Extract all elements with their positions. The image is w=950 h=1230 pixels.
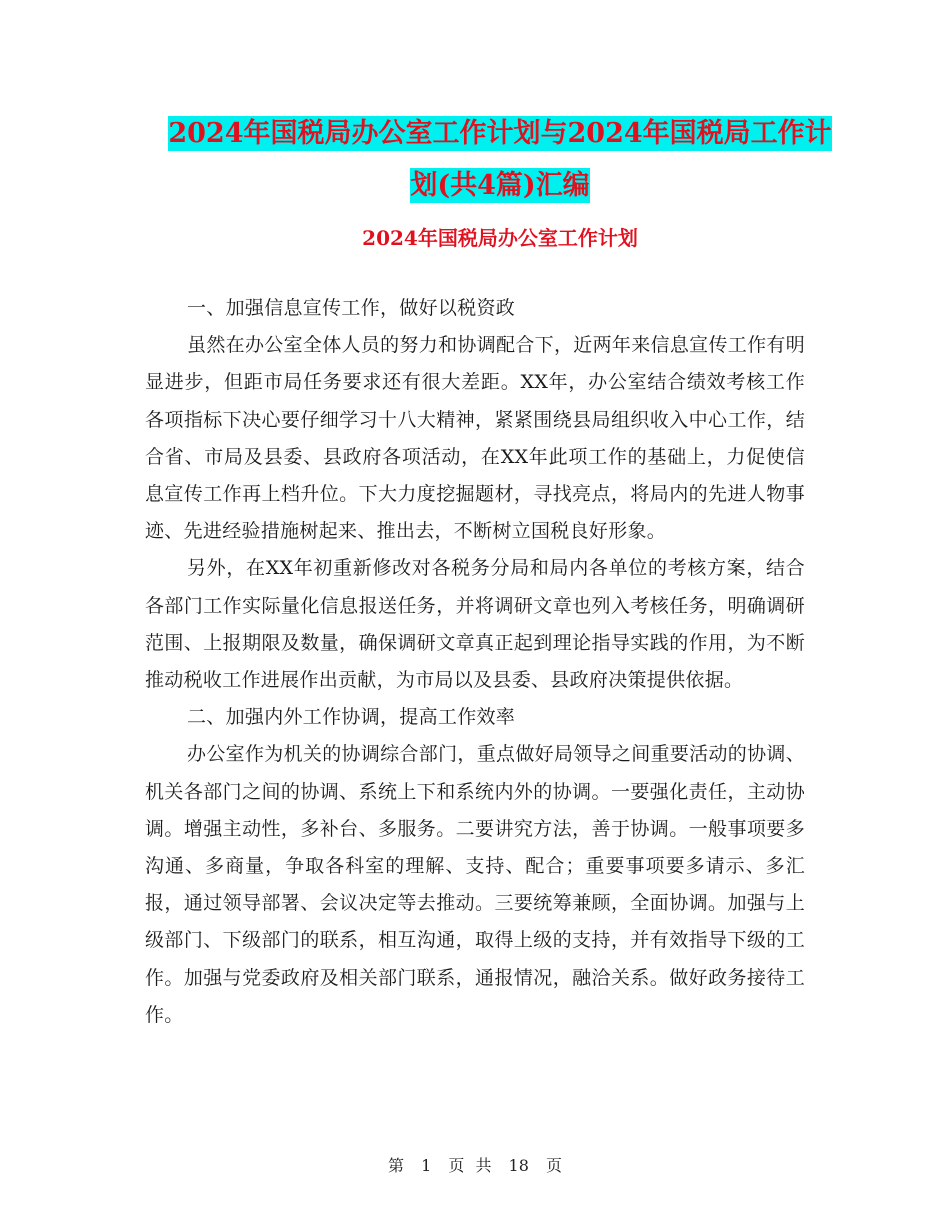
document-title-line-1: 2024年国税局办公室工作计划与2024年国税局工作计 bbox=[168, 118, 832, 149]
section-title: 2024年国税局办公室工作计划 bbox=[362, 226, 638, 250]
footer-suffix: 页 bbox=[546, 1156, 563, 1175]
footer-middle: 页 共 bbox=[448, 1156, 492, 1175]
paragraph-3: 办公室作为机关的协调综合部门，重点做好局领导之间重要活动的协调、机关各部门之间的协调、系统上下和系统内外的协调。一要强化责任，主动协调。增强主动性，多补台、多服务。二要讲究方法，善于协调。一般事项要多沟通、多商量，争取各科室的理解、支持、配合；重要事项要多请示、多汇报，通过领导部署、会议决定等去推动。三要统筹兼顾，全面协调。加强与上级部门、下级部门的联系，相互沟通，取得上级的支持，并有效指导下级的工作。加强与党委政府及相关部门联系，通报情况，融洽关系。做好政务接待工作。 bbox=[145, 743, 805, 1026]
heading-two: 二、加强内外工作协调，提高工作效率 bbox=[187, 706, 516, 729]
paragraph-2: 另外，在XX年初重新修改对各税务分局和局内各单位的考核方案，结合各部门工作实际量化信息报送任务，并将调研文章也列入考核任务，明确调研范围、上报期限及数量，确保调研文章真正起到理论指导实践的作用，为不断推动税收工作进展作出贡献，为市局以及县委、县政府决策提供依据。 bbox=[145, 557, 805, 692]
page-footer bbox=[0, 1153, 950, 1176]
document-title-line-2: 划(共4篇)汇编 bbox=[410, 170, 590, 201]
footer-total-pages: 18 bbox=[508, 1156, 529, 1175]
footer-prefix: 第 bbox=[387, 1156, 404, 1175]
document-title bbox=[140, 108, 860, 212]
paragraph-1: 虽然在办公室全体人员的努力和协调配合下，近两年来信息宣传工作有明显进步，但距市局任务要求还有很大差距。XX年，办公室结合绩效考核工作各项指标下决心要仔细学习十八大精神，紧紧围绕县局组织收入中心工作，结合省、市局及县委、县政府各项活动，在XX年此项工作的基础上，力促使信息宣传工作再上档升位。下大力度挖掘题材，寻找亮点，将局内的先进人物事迹、先进经验措施树起来、推出去，不断树立国税良好形象。 bbox=[145, 334, 805, 543]
document-body bbox=[145, 290, 805, 1034]
heading-one: 一、加强信息宣传工作，做好以税资政 bbox=[187, 297, 516, 319]
footer-page-number: 1 bbox=[421, 1156, 432, 1175]
